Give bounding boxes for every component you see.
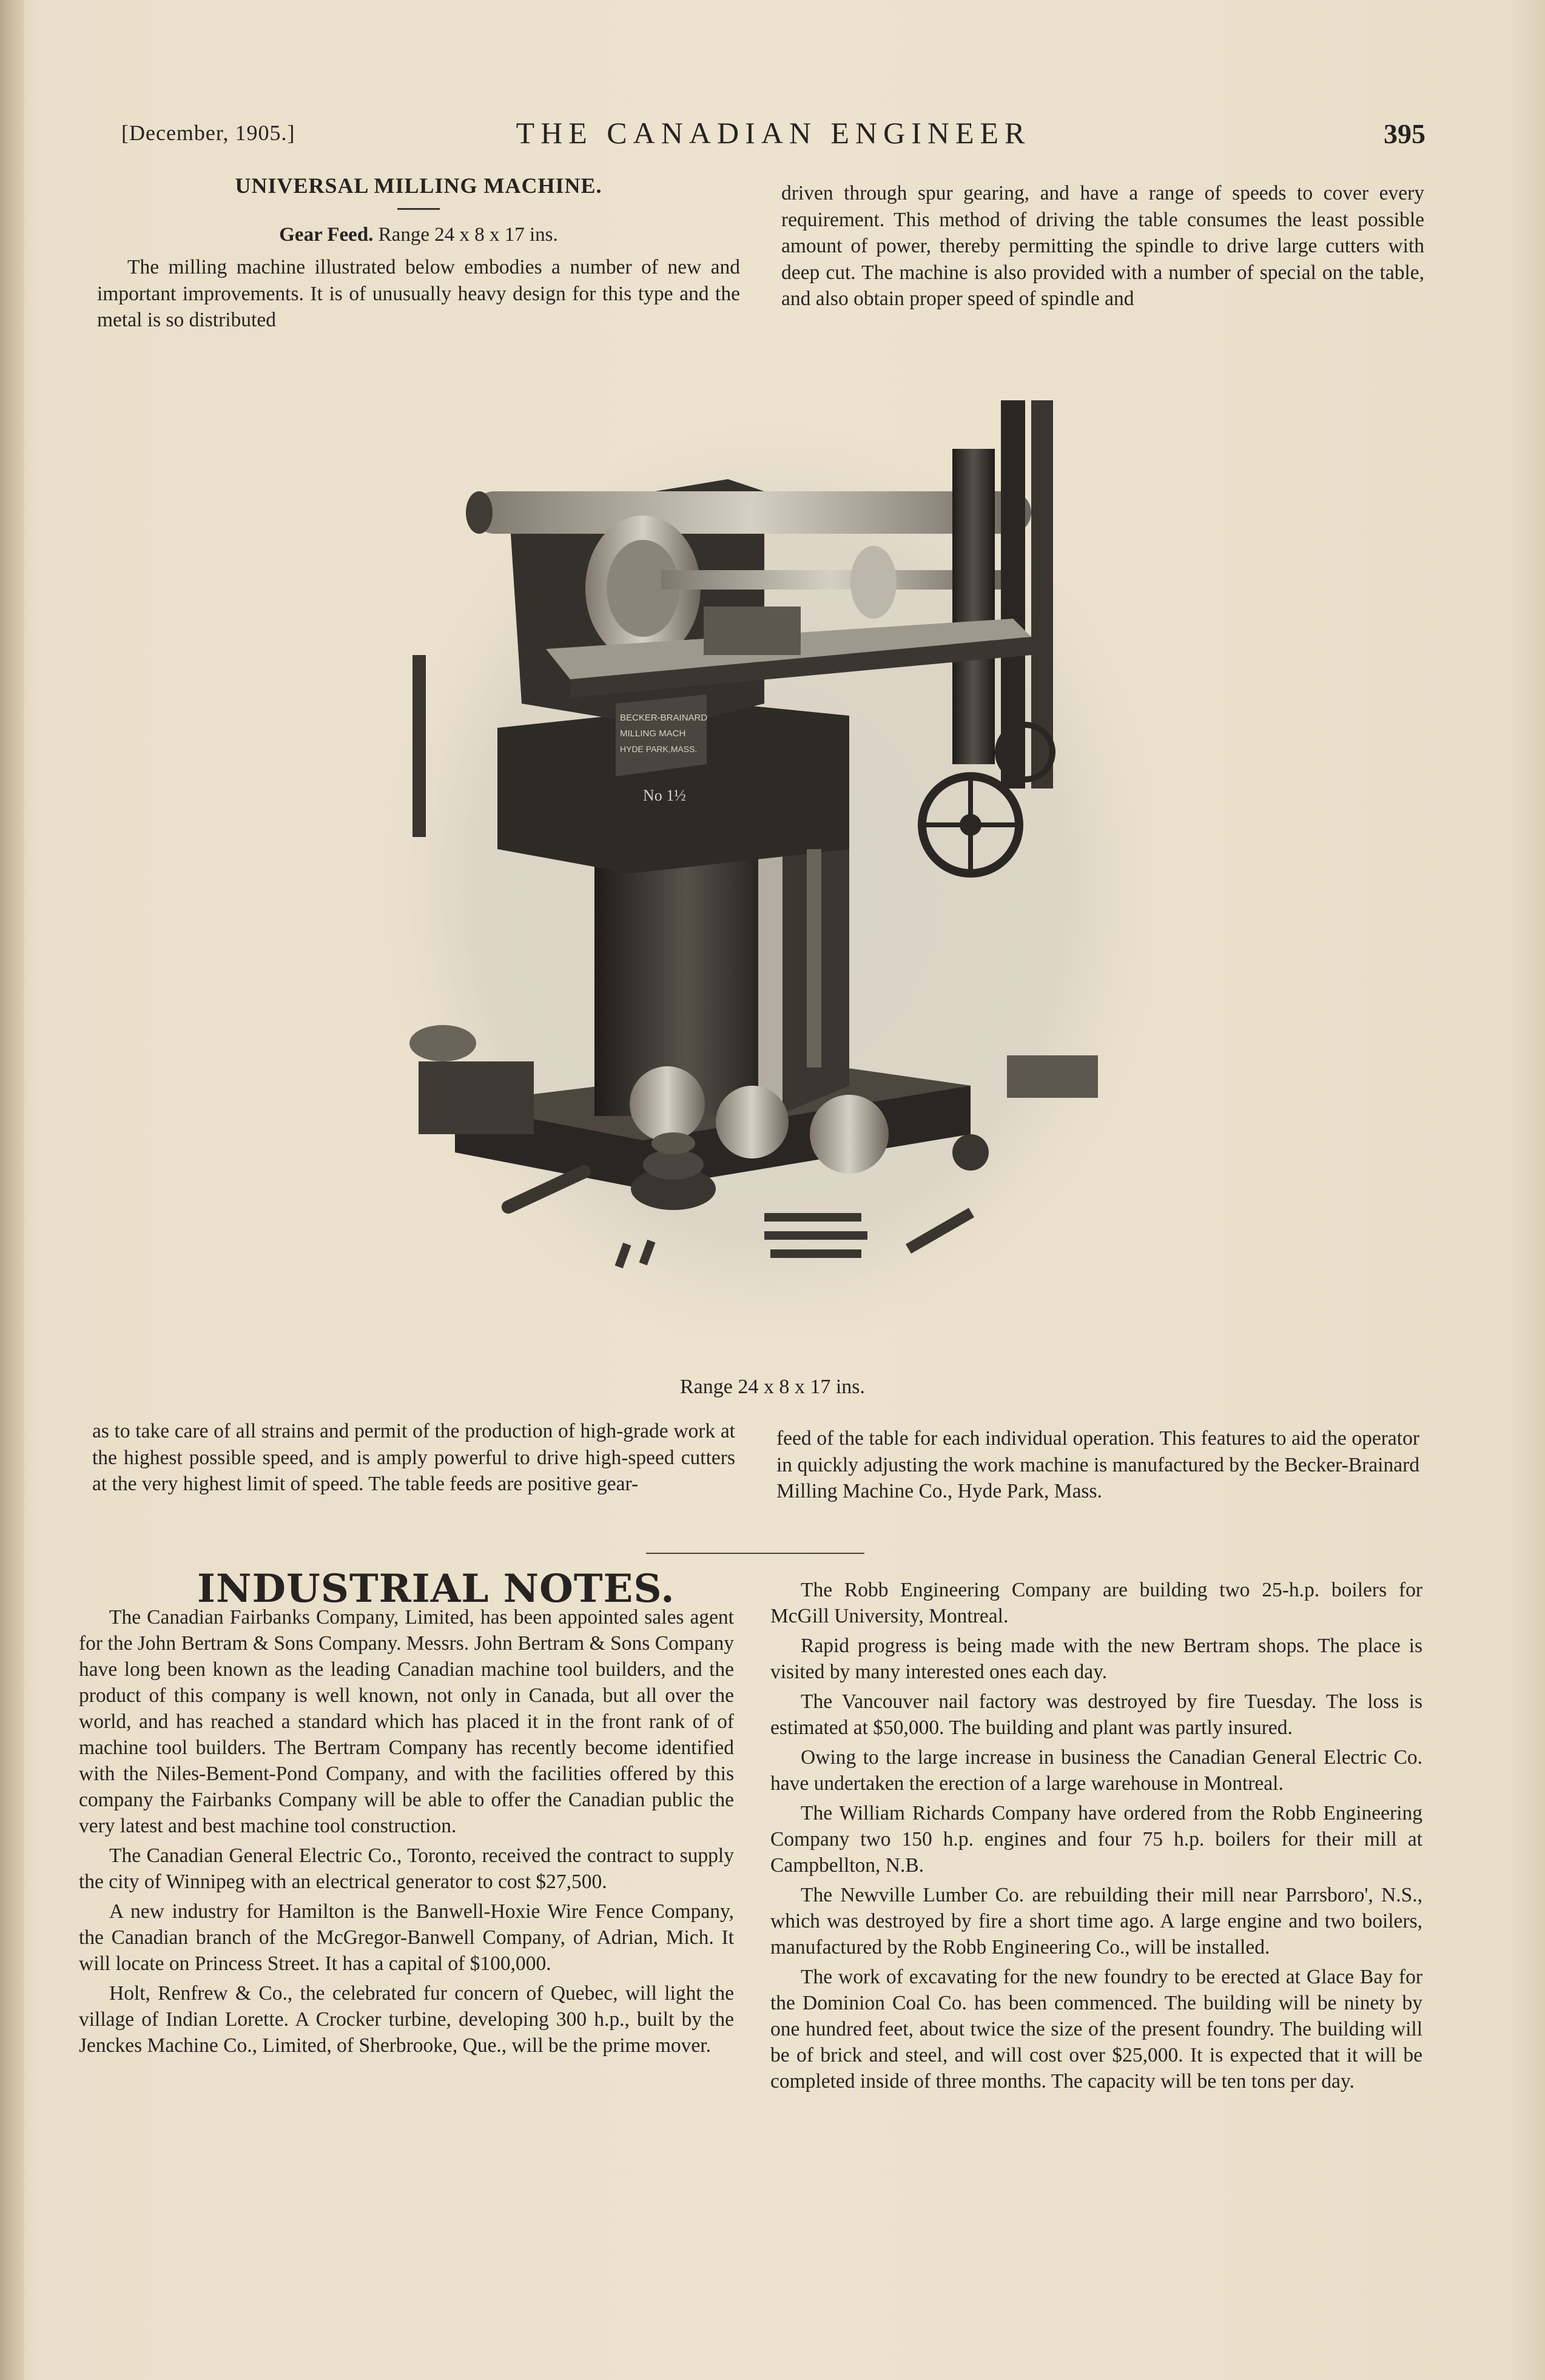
plate-line-2: MILLING MACH	[620, 728, 686, 739]
article-paragraph: driven through spur gearing, and have a range of speeds to cover every requirement. This method of driving the table consumes the least possible amount of power, thereby permitting the spindle to drive large cutters with deep cut. The machine is also provided with a number of special on the table, and also obtain proper speed of spindle and	[781, 182, 1424, 310]
change-gear-1	[630, 1066, 705, 1141]
notes-left-column	[79, 1604, 734, 2062]
chuck	[409, 1025, 476, 1061]
note-paragraph: The work of excavating for the new foundry to be erected at Glace Bay for the Dominion Coal Co. has been commenced. The building will be ninety by one hundred feet, about twice the size of the present foundry. The building will be of brick and steel, and will cost over $25,000. It is expected that it will be completed inside of three months. The capacity will be ten tons per day.	[770, 1966, 1422, 2093]
note-paragraph: A new industry for Hamilton is the Banwell-Hoxie Wire Fence Company, the Canadian branch of the McGregor-Banwell Company, of Adrian, Mich. It will locate on Princess Street. It has a capital of $100,000.	[79, 1900, 734, 1975]
article-paragraph: The milling machine illustrated below embodies a number of new and important improvements. It is of unusually heavy design for this type and the metal is so distributed	[97, 256, 740, 331]
plate-line-3: HYDE PARK,MASS.	[620, 744, 698, 754]
article-intro-left	[97, 173, 740, 334]
notes-right-column	[770, 1577, 1422, 2098]
elevating-screw	[807, 849, 821, 1067]
vise	[704, 607, 801, 655]
note-paragraph: The Canadian Fairbanks Company, Limited, has been appointed sales agent for the John Bertram & Sons Company. Messrs. John Bertram & Sons Company have long been known as the leading Canadian machine tool builders, and the product of this company is well known, not only in Canada, but all over the world, and has reached a standard which has placed it in the front rank of of machine tool builders. The Bertram Company has recently become identified with the Niles-Bement-Pond Company, and with the facilities offered by this company the Fairbanks Company will be able to offer the Canadian public the very latest and best machine tool construction.	[79, 1606, 734, 1837]
subtitle-label: Gear Feed.	[279, 223, 374, 246]
note-paragraph: The Vancouver nail factory was destroyed by fire Tuesday. The loss is estimated at $50,000. The building and plant was partly insured.	[770, 1690, 1422, 1739]
note-paragraph: Holt, Renfrew & Co., the celebrated fur concern of Quebec, will light the village of Indian Lorette. A Crocker turbine, developing 300 h.p., built by the Jenckes Machine Co., Limited, of Sherbrooke, Que., will be the prime mover.	[79, 1982, 734, 2057]
running-head	[121, 115, 1426, 158]
article-subtitle	[97, 222, 740, 249]
cutter	[850, 546, 897, 619]
tailstock	[1007, 1055, 1098, 1098]
small-gear	[952, 1134, 989, 1171]
change-gear-2	[716, 1086, 789, 1158]
article-continued-left	[92, 1418, 735, 1498]
note-paragraph: Owing to the large increase in business the Canadian General Electric Co. have undertaken the erection of a large warehouse in Montreal.	[770, 1746, 1422, 1795]
article-continued-right	[776, 1425, 1419, 1505]
section-heading: INDUSTRIAL NOTES.	[197, 1566, 675, 1612]
note-paragraph: The Robb Engineering Company are building two 25-h.p. boilers for McGill University, Montreal.	[770, 1579, 1422, 1627]
loose-tool-1	[764, 1213, 861, 1222]
change-gear-3	[810, 1095, 889, 1174]
journal-title: THE CANADIAN ENGINEER	[516, 116, 1031, 150]
section-rule	[646, 1553, 864, 1554]
overarm	[473, 491, 1031, 534]
article-title: UNIVERSAL MILLING MACHINE.	[235, 173, 602, 198]
article-paragraph: as to take care of all strains and permit of the production of high-grade work at the highest possible speed, and is amply powerful to drive high-speed cutters at the very highest limit of speed. The table feeds are positive gear-	[92, 1420, 735, 1495]
book-spine-shadow	[0, 0, 24, 2380]
control-lever	[412, 655, 426, 837]
plate-line-4: No 1½	[643, 787, 686, 804]
milling-machine-illustration	[388, 388, 1153, 1340]
subtitle-range: Range 24 x 8 x 17 ins.	[378, 223, 558, 246]
note-paragraph: Rapid progress is being made with the new Bertram shops. The place is visited by many interested ones each day.	[770, 1635, 1422, 1683]
article-paragraph: feed of the table for each individual operation. This features to aid the operator in quickly adjusting the work machine is manufactured by the Becker-Brainard Milling Machine Co., Hyde Park, Mass.	[776, 1427, 1419, 1502]
arbor	[661, 570, 1001, 590]
arbor-support-post	[952, 449, 995, 764]
dividing-head	[419, 1061, 534, 1134]
figure-caption: Range 24 x 8 x 17 ins.	[679, 1376, 866, 1398]
issue-date: [December, 1905.]	[121, 121, 295, 145]
note-paragraph: The Canadian General Electric Co., Toronto, received the contract to supply the city of Winnipeg with an electrical generator to cost $27,500.	[79, 1844, 734, 1893]
page-number: 395	[1384, 118, 1426, 149]
dovetail-ways	[758, 831, 783, 1110]
note-paragraph: The William Richards Company have ordered from the Robb Engineering Company two 150 h.p. engines and four 75 h.p. boilers for their mill at Campbellton, N.B.	[770, 1802, 1422, 1877]
title-rule	[397, 208, 440, 210]
note-paragraph: The Newville Lumber Co. are rebuilding their mill near Parrsboro', N.S., which was destroyed by fire a short time ago. A large engine and two boilers, manufactured by the Robb Engineering Co., will be installed.	[770, 1884, 1422, 1958]
plate-line-1: BECKER-BRAINARD	[620, 713, 708, 723]
article-intro-right	[781, 180, 1424, 312]
